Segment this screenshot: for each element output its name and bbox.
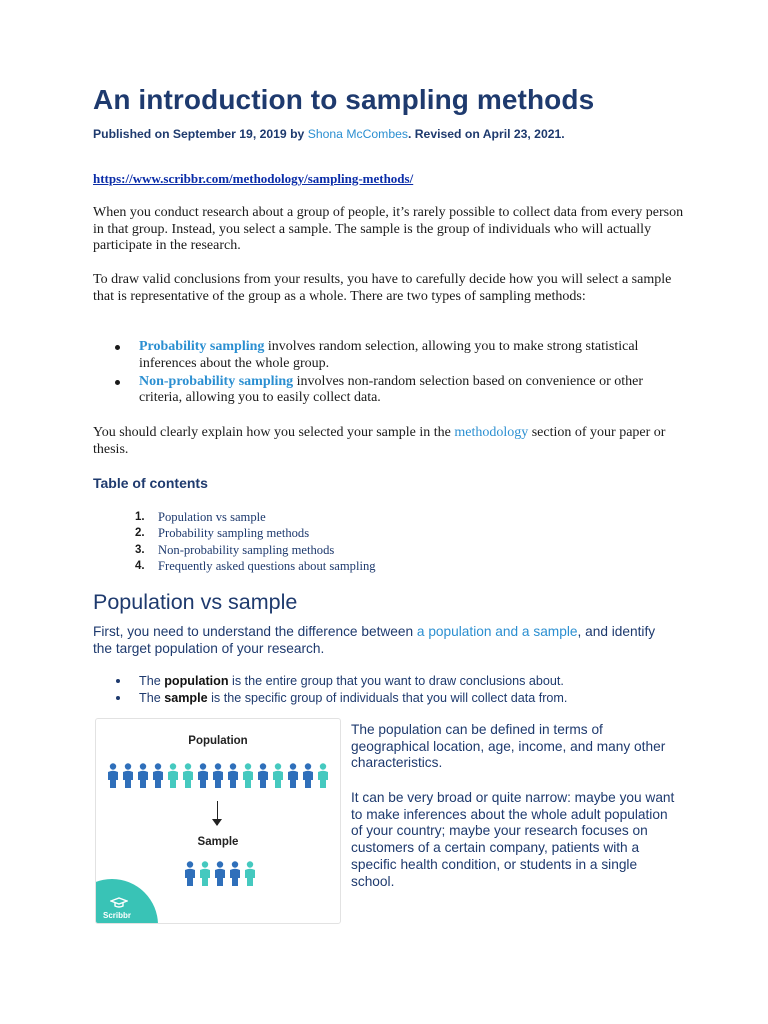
person-icon — [138, 763, 148, 788]
person-icon — [288, 763, 298, 788]
population-scope-paragraph: It can be very broad or quite narrow: maybe you want to make inferences about the whole adult population of your country; maybe your research focuses on customers of a certain company, patients with a specific health condition, or students in a single school. — [351, 790, 675, 889]
people-icons — [184, 861, 259, 887]
toc-heading: Table of contents — [93, 475, 208, 491]
person-icon — [185, 861, 195, 886]
author-link[interactable]: Shona McCombes — [307, 127, 408, 141]
section-intro — [93, 624, 673, 657]
toc-item[interactable] — [93, 509, 376, 525]
sample-people-row — [184, 861, 259, 892]
definition-term: population — [164, 674, 229, 688]
person-icon — [245, 861, 255, 886]
explain-paragraph — [93, 425, 685, 458]
population-sample-link[interactable]: a population and a sample — [416, 624, 578, 639]
definition-text: is the entire group that you want to draw conclusions about. — [228, 674, 564, 688]
population-sample-figure — [95, 718, 341, 924]
toc-link[interactable]: Non-probability sampling methods — [158, 542, 335, 557]
page-title: An introduction to sampling methods — [93, 84, 595, 115]
byline — [93, 127, 565, 141]
person-icon — [200, 861, 210, 886]
byline-revised: . Revised on April 23, 2021. — [407, 127, 565, 141]
explain-text-after: section of your paper or thesis. — [93, 425, 666, 457]
toc-link[interactable]: Probability sampling methods — [158, 526, 310, 541]
person-icon — [213, 763, 223, 788]
person-icon — [183, 763, 193, 788]
section-intro-before: First, you need to understand the difference between — [93, 624, 417, 639]
population-label: Population — [188, 735, 248, 747]
people-icons — [107, 763, 332, 789]
person-icon — [228, 763, 238, 788]
list-item — [93, 339, 653, 373]
person-icon — [198, 763, 208, 788]
population-definition-paragraph: The population can be defined in terms of geographical location, age, income, and many other characteristics. — [351, 722, 666, 771]
explain-text-before: You should clearly explain how you selected your sample in the — [93, 425, 455, 440]
person-icon — [318, 763, 328, 788]
source-url-link[interactable]: https://www.scribbr.com/methodology/sampling-methods/ — [93, 171, 414, 186]
methodology-link[interactable]: methodology — [454, 425, 529, 440]
sample-label: Sample — [197, 836, 239, 848]
list-item — [93, 374, 653, 408]
bullet-icon — [115, 380, 120, 385]
bullet-icon — [116, 679, 120, 683]
person-icon — [258, 763, 268, 788]
definitions-list — [93, 673, 567, 706]
toc-link[interactable]: Population vs sample — [158, 510, 266, 524]
probability-sampling-link[interactable]: Probability sampling — [139, 339, 265, 354]
person-icon — [108, 763, 118, 788]
person-icon — [303, 763, 313, 788]
toc-item[interactable] — [93, 542, 376, 558]
person-icon — [123, 763, 133, 788]
definition-prefix: The — [139, 674, 165, 688]
definition-text: is the specific group of individuals that you will collect data from. — [207, 690, 568, 705]
toc-link[interactable]: Frequently asked questions about sampling — [158, 559, 376, 574]
intro-paragraph: When you conduct research about a group of people, it’s rarely possible to collect data from every person in that group. Instead, you select a sample. The sample is the group of individuals who will actually participate in the research. — [93, 205, 684, 254]
toc-item[interactable] — [93, 558, 376, 574]
person-icon — [168, 763, 178, 788]
section-intro-after: , and identify the target population of your research. — [93, 624, 656, 656]
list-item — [93, 690, 567, 707]
conclusions-paragraph: To draw valid conclusions from your results, you have to carefully decide how you will select a sample that is representative of the group as a whole. There are two types of sampling methods: — [93, 272, 672, 304]
person-icon — [243, 763, 253, 788]
toc-number: 2. — [135, 527, 145, 540]
toc-number: 3. — [135, 543, 145, 556]
bullet-icon — [116, 696, 120, 700]
toc-item[interactable] — [93, 525, 376, 541]
arrow-head-icon — [212, 819, 222, 826]
section-heading: Population vs sample — [93, 590, 298, 614]
person-icon — [153, 763, 163, 788]
population-people-row — [107, 763, 332, 794]
bullet-icon — [115, 345, 120, 350]
list-item-text: involves non-random selection based on convenience or other criteria, allowing you to easily collect data. — [139, 373, 644, 406]
person-icon — [273, 763, 283, 788]
scribbr-logo-text: Scribbr — [103, 911, 132, 920]
byline-published: Published on September 19, 2019 by — [93, 127, 308, 141]
definition-prefix: The — [139, 690, 165, 705]
toc-number: 4. — [135, 560, 145, 573]
table-of-contents — [93, 509, 376, 575]
person-icon — [215, 861, 225, 886]
person-icon — [230, 861, 240, 886]
definition-term: sample — [164, 690, 208, 705]
list-item — [93, 673, 567, 690]
graduation-cap-icon — [110, 897, 128, 909]
non-probability-sampling-link[interactable]: Non-probability sampling — [139, 373, 294, 389]
sampling-types-list — [93, 339, 653, 408]
toc-number: 1. — [135, 511, 145, 523]
list-item-text: involves random selection, allowing you to make strong statistical inferences about the whole group. — [139, 339, 639, 371]
